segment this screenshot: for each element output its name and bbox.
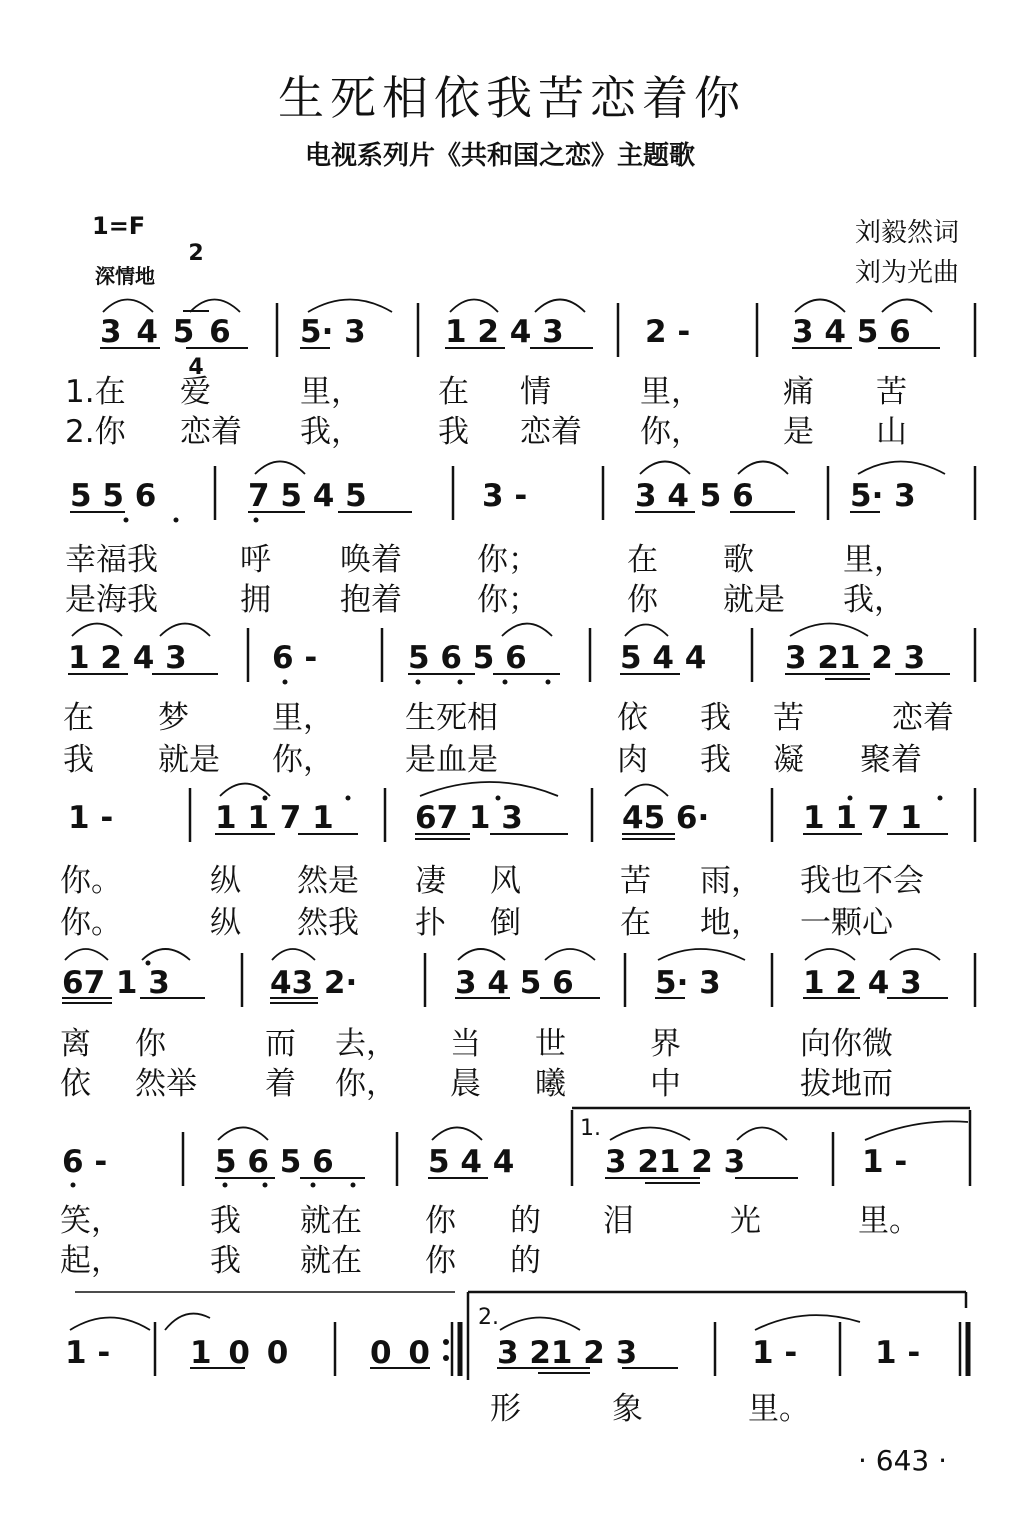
slur <box>103 300 153 313</box>
lyric: 的 <box>510 1243 541 1279</box>
lyric: 歌 <box>723 542 754 578</box>
lyric: 向你微 <box>800 1026 893 1062</box>
lyric: 地， <box>700 905 762 941</box>
lyric: 我 <box>700 700 731 736</box>
octave-dot-high <box>848 796 853 801</box>
lyric: 我 <box>210 1243 241 1279</box>
lyric: 恋着 <box>520 414 582 450</box>
lyric: 就是 <box>723 582 785 618</box>
measure: 1 2 4 3 <box>68 640 187 676</box>
octave-dot-high <box>496 796 501 801</box>
volta-1-label: 1. <box>580 1116 601 1141</box>
lyric: 肉 <box>617 742 648 778</box>
lyric: 幸福我 <box>65 542 158 578</box>
measure: 67 1 3 <box>415 800 523 836</box>
song-subtitle: 电视系列片《共和国之恋》主题歌 <box>305 141 696 171</box>
lyric: 你， <box>272 742 334 778</box>
lyric: 雨， <box>700 863 762 899</box>
lyric: 我， <box>300 414 362 450</box>
slur <box>640 462 690 475</box>
lyricist-credit: 刘毅然词 <box>855 218 960 248</box>
lyric: 然我 <box>297 905 359 941</box>
slur <box>610 1128 690 1141</box>
lyric: 界 <box>650 1026 681 1062</box>
repeat-dot <box>443 1339 449 1345</box>
measure: 1 1 7 1 <box>803 800 922 836</box>
slur <box>625 625 668 637</box>
lyric: 你 <box>135 1026 166 1062</box>
octave-dot-high <box>263 796 268 801</box>
lyric: 倒 <box>490 905 521 941</box>
lyric: 你。 <box>60 863 122 899</box>
slur <box>795 300 845 313</box>
lyric: 凝 <box>773 742 804 778</box>
slur <box>502 624 552 637</box>
lyric: 我也不会 <box>800 863 924 899</box>
lyric: 依 <box>60 1066 91 1102</box>
measure: 5 6 5 6 <box>408 640 527 676</box>
slur <box>255 462 305 475</box>
lyric: 是血是 <box>405 742 498 778</box>
measure: 5 6 5 6 <box>215 1144 334 1180</box>
slur <box>625 785 668 797</box>
lyric: 扑 <box>415 905 446 941</box>
lyric: 然是 <box>297 863 359 899</box>
lyric: 恋着 <box>892 700 954 736</box>
slur <box>142 949 190 960</box>
octave-dot-low <box>174 518 179 523</box>
measure: 6 - <box>272 640 318 676</box>
lyric: 聚着 <box>860 742 922 778</box>
slur <box>755 1315 860 1330</box>
measure: 3 21 2 3 <box>785 640 926 676</box>
measure: 1 1 7 1 <box>215 800 334 836</box>
slur <box>738 462 788 475</box>
octave-dot-high <box>146 961 151 966</box>
octave-dot-low <box>254 518 259 523</box>
lyric: 世 <box>535 1026 566 1062</box>
measure: 1 - <box>875 1335 921 1371</box>
measure: 5 4 4 <box>620 640 707 676</box>
measure: 0 0 <box>370 1335 433 1371</box>
slur <box>420 782 558 796</box>
lyric: 你 <box>425 1243 456 1279</box>
measure: 3 21 2 3 <box>497 1335 638 1371</box>
page-number: · 643 · <box>858 1444 948 1477</box>
measure: 5· 3 <box>655 965 721 1001</box>
lyric: 是 <box>783 414 814 450</box>
slur <box>535 300 585 313</box>
lyric: 泪 <box>603 1203 634 1239</box>
measure: 3 4 5 6 <box>455 965 574 1001</box>
slur <box>72 624 122 637</box>
lyric: 你 <box>627 582 658 618</box>
slur <box>272 949 315 960</box>
slur <box>545 949 595 960</box>
lyric: 唤着 <box>340 542 402 578</box>
octave-dot-low <box>458 680 463 685</box>
lyric: 我 <box>210 1203 241 1239</box>
lyric: 我 <box>438 414 469 450</box>
lyric: 爱 <box>180 374 211 410</box>
lyric: 梦 <box>158 700 189 736</box>
slur <box>190 300 240 313</box>
slur <box>790 624 868 637</box>
slur <box>218 1128 268 1141</box>
slur <box>165 1314 210 1330</box>
lyric: 你。 <box>60 905 122 941</box>
octave-dot-low <box>223 1183 228 1188</box>
lyric: 在 <box>620 905 651 941</box>
lyric: 在 <box>63 700 94 736</box>
octave-dot-low <box>503 680 508 685</box>
lyric: 而 <box>265 1026 296 1062</box>
slur <box>858 462 945 475</box>
lyric: 里。 <box>858 1203 920 1239</box>
lyric: 苦 <box>876 374 907 410</box>
lyric: 呼 <box>240 542 271 578</box>
lyric: 里， <box>300 374 362 410</box>
lyric: 在 <box>438 374 469 410</box>
measure: 5· 3 <box>300 314 366 350</box>
lyric: 一颗心 <box>800 905 893 941</box>
octave-dot-low <box>311 1183 316 1188</box>
lyric: 就在 <box>300 1243 362 1279</box>
slur <box>805 949 855 960</box>
measure: 5 4 4 <box>428 1144 515 1180</box>
measure: 3 4 5 6 <box>100 314 233 350</box>
measure: 3 - <box>482 478 528 514</box>
lyric: 你， <box>640 414 702 450</box>
slur <box>220 784 270 797</box>
slur <box>450 300 498 313</box>
lyric: 笑， <box>60 1203 122 1239</box>
lyric: 去， <box>335 1026 397 1062</box>
tempo-marking: 深情地 <box>95 264 155 288</box>
lyric: 在 <box>627 542 658 578</box>
lyric: 生死相 <box>405 700 498 736</box>
slur <box>865 1121 968 1140</box>
slur <box>737 1128 787 1141</box>
lyric: 抱着 <box>340 582 402 618</box>
lyric: 曦 <box>535 1066 566 1102</box>
slur <box>500 1318 580 1331</box>
lyric: 1.在 <box>65 374 126 410</box>
lyric: 你 <box>425 1203 456 1239</box>
slur <box>160 624 210 637</box>
octave-dot-low <box>416 680 421 685</box>
lyric: 里， <box>272 700 334 736</box>
measure: 43 2· <box>270 965 358 1001</box>
lyric: 纵 <box>210 863 241 899</box>
lyric: 中 <box>650 1066 681 1102</box>
lyric: 我 <box>63 742 94 778</box>
lyric: 里。 <box>748 1391 810 1427</box>
slur <box>70 1318 150 1331</box>
octave-dot-high <box>346 796 351 801</box>
lyric: 里， <box>843 542 905 578</box>
lyric: 依 <box>617 700 648 736</box>
measure: 1 - <box>752 1335 798 1371</box>
lyric: 形 <box>490 1391 521 1427</box>
octave-dot-low <box>124 518 129 523</box>
lyric: 苦 <box>620 863 651 899</box>
lyric: 起， <box>60 1243 122 1279</box>
lyric: 痛 <box>783 374 814 410</box>
measure: 1 2 4 3 <box>803 965 922 1001</box>
slur <box>890 949 940 960</box>
volta-2-label: 2. <box>478 1305 499 1330</box>
measure: 7 5 4 5 <box>248 478 367 514</box>
lyric: 纵 <box>210 905 241 941</box>
octave-dot-low <box>71 1183 76 1188</box>
lyric: 风 <box>490 863 521 899</box>
measure: 5 5 6 <box>70 478 157 514</box>
measure: 67 1 3 <box>62 965 170 1001</box>
time-sig-top: 2 <box>188 241 204 266</box>
song-title: 生死相依我苦恋着你 <box>278 71 746 125</box>
lyric: 情 <box>520 374 551 410</box>
lyric: 恋着 <box>180 414 242 450</box>
time-sig-bottom: 4 <box>188 355 204 380</box>
lyric: 苦 <box>773 700 804 736</box>
lyric: 里， <box>640 374 702 410</box>
octave-dot-low <box>546 680 551 685</box>
lyric: 离 <box>60 1026 91 1062</box>
lyric: 你， <box>335 1066 397 1102</box>
lyric: 你； <box>477 582 539 618</box>
measure: 3 4 5 6 <box>792 314 911 350</box>
lyric: 然举 <box>135 1066 197 1102</box>
lyric: 我， <box>843 582 905 618</box>
measure: 1 - <box>862 1144 908 1180</box>
slur <box>65 949 108 960</box>
lyric: 就是 <box>158 742 220 778</box>
lyric: 凄 <box>415 863 446 899</box>
measure: 1 - <box>65 1335 111 1371</box>
slur <box>308 300 392 313</box>
repeat-dot <box>443 1355 449 1361</box>
lyric: 是海我 <box>65 582 158 618</box>
measure: 1 0 0 <box>190 1335 292 1371</box>
measure: 5· 3 <box>850 478 916 514</box>
lyric: 的 <box>510 1203 541 1239</box>
lyric: 就在 <box>300 1203 362 1239</box>
measure: 6 - <box>62 1144 108 1180</box>
lyric: 拥 <box>240 582 271 618</box>
octave-dot-high <box>938 796 943 801</box>
octave-dot-low <box>351 1183 356 1188</box>
composer-credit: 刘为光曲 <box>855 258 960 288</box>
measure: 3 21 2 3 <box>605 1144 746 1180</box>
measure: 3 4 5 6 <box>635 478 754 514</box>
slur <box>658 949 745 960</box>
lyric: 象 <box>612 1391 643 1427</box>
octave-dot-low <box>263 1183 268 1188</box>
slur <box>432 1128 482 1141</box>
lyric: 拔地而 <box>800 1066 893 1102</box>
lyric: 当 <box>450 1026 481 1062</box>
lyric: 光 <box>730 1203 761 1239</box>
lyric: 晨 <box>450 1066 481 1102</box>
lyric: 你； <box>477 542 539 578</box>
slur <box>882 300 932 313</box>
measure: 1 2 4 3 <box>445 314 564 350</box>
slur <box>458 949 505 960</box>
measure: 2 - <box>645 314 691 350</box>
measure: 45 6· <box>622 800 710 836</box>
octave-dot-low <box>283 680 288 685</box>
lyric: 我 <box>700 742 731 778</box>
lyric: 山 <box>876 414 907 450</box>
key-signature: 1=F <box>92 212 146 240</box>
measure: 1 - <box>68 800 114 836</box>
lyric: 着 <box>265 1066 296 1102</box>
lyric: 2.你 <box>65 414 126 450</box>
